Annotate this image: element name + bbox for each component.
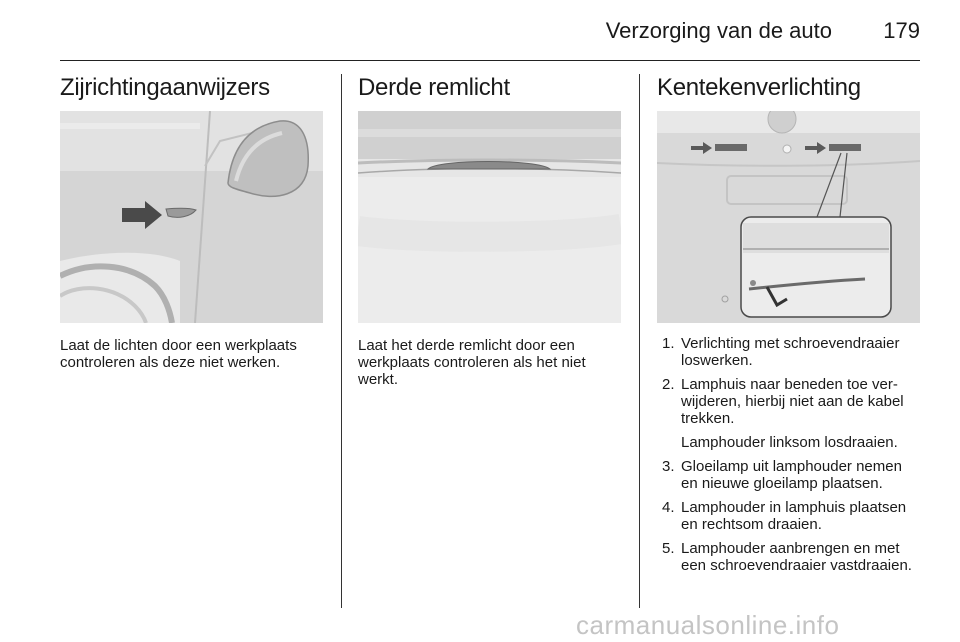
car-side-illustration bbox=[60, 111, 323, 323]
page-header bbox=[60, 0, 920, 61]
list-item: 5. Lamphouder aanbrengen en met een schroevendraaier vastdraaien. bbox=[662, 540, 912, 574]
list-item: 2. Lamphuis naar beneden toe verwijderen, hierbij niet aan de kabel trekken. Lamphouder linksom losdraaien. bbox=[657, 376, 919, 451]
watermark: carmanualsonline.info bbox=[576, 610, 840, 640]
section-title: Zijrichtingaanwijzers bbox=[60, 74, 270, 101]
list-item: 1. Verlichting met schroevendraaier loswerken. bbox=[662, 335, 900, 369]
instruction-steps bbox=[657, 335, 919, 581]
column-divider bbox=[341, 74, 342, 608]
page-number: 179 bbox=[883, 18, 920, 43]
section-title: Kentekenverlichting bbox=[657, 74, 861, 101]
body-paragraph: Laat de lichten door een werkplaats controleren als deze niet werken. bbox=[60, 337, 297, 371]
column-divider bbox=[639, 74, 640, 608]
chapter-title: Verzorging van de auto bbox=[605, 18, 832, 43]
list-item: 3. Gloeilamp uit lamphouder nemen en nieuwe gloeilamp plaatsen. bbox=[662, 458, 902, 492]
plate-light-illustration bbox=[657, 111, 920, 323]
body-paragraph: Laat het derde remlicht door een werkplaats controleren als het niet werkt. bbox=[358, 337, 586, 388]
list-item: 4. Lamphouder in lamphuis plaatsen en rechtsom draaien. bbox=[662, 499, 907, 533]
section-third-brake-light bbox=[358, 74, 623, 388]
section-turn-signals bbox=[60, 74, 325, 371]
license-light-illustration bbox=[657, 111, 920, 323]
step-note: Lamphouder linksom losdraaien. bbox=[681, 434, 898, 451]
turn-signal-illustration bbox=[60, 111, 323, 323]
section-license-plate-light bbox=[657, 74, 922, 574]
brake-light-illustration bbox=[358, 111, 621, 323]
section-title: Derde remlicht bbox=[358, 74, 510, 101]
rear-window-illustration bbox=[358, 111, 621, 323]
